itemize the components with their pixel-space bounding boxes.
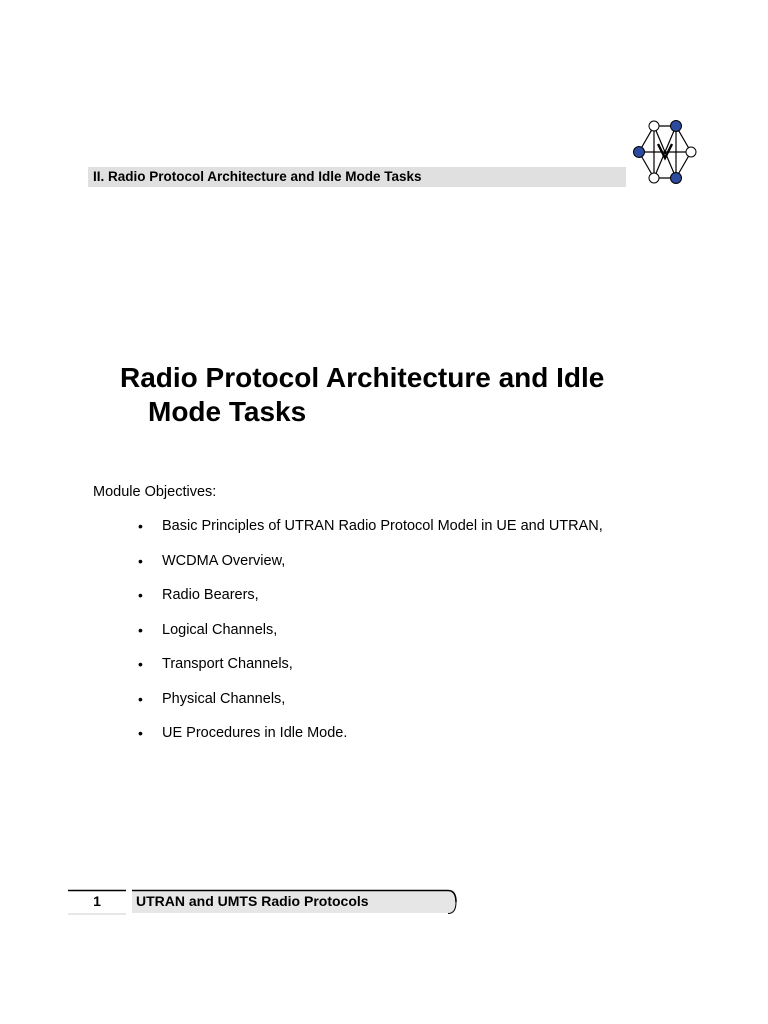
network-node-logo-icon <box>630 118 700 186</box>
list-item <box>0 689 768 724</box>
bullet-icon: • <box>138 690 143 707</box>
objective-text: Basic Principles of UTRAN Radio Protocol Model in UE and UTRAN, <box>162 518 603 534</box>
module-objectives-label: Module Objectives: <box>93 484 217 500</box>
list-item <box>0 620 768 655</box>
bullet-icon: • <box>138 518 143 534</box>
objective-text: WCDMA Overview, <box>162 552 286 569</box>
bullet-icon: • <box>138 621 143 638</box>
objective-text: Radio Bearers, <box>162 587 259 603</box>
footer-course-title: UTRAN and UMTS Radio Protocols <box>136 893 369 909</box>
section-header-title: II. Radio Protocol Architecture and Idle Mode Tasks <box>93 169 422 184</box>
bullet-icon: • <box>138 656 143 672</box>
objective-text: Transport Channels, <box>162 656 293 672</box>
list-item <box>0 551 768 586</box>
list-item <box>0 723 768 758</box>
bullet-icon: • <box>138 587 143 603</box>
objective-text: Physical Channels, <box>162 690 286 707</box>
section-header-bar <box>88 167 626 187</box>
module-objectives-list <box>0 516 768 758</box>
list-item <box>0 654 768 689</box>
page-footer <box>68 889 458 915</box>
objective-text: Logical Channels, <box>162 621 278 638</box>
page-title <box>120 361 720 429</box>
bullet-icon: • <box>138 725 143 741</box>
objective-text: UE Procedures in Idle Mode. <box>162 725 348 741</box>
list-item <box>0 516 768 551</box>
list-item <box>0 585 768 620</box>
page-title-line-1: Radio Protocol Architecture and Idle <box>120 362 605 393</box>
page-number: 1 <box>93 893 101 909</box>
page-title-line-2: Mode Tasks <box>148 396 307 427</box>
bullet-icon: • <box>138 552 143 569</box>
